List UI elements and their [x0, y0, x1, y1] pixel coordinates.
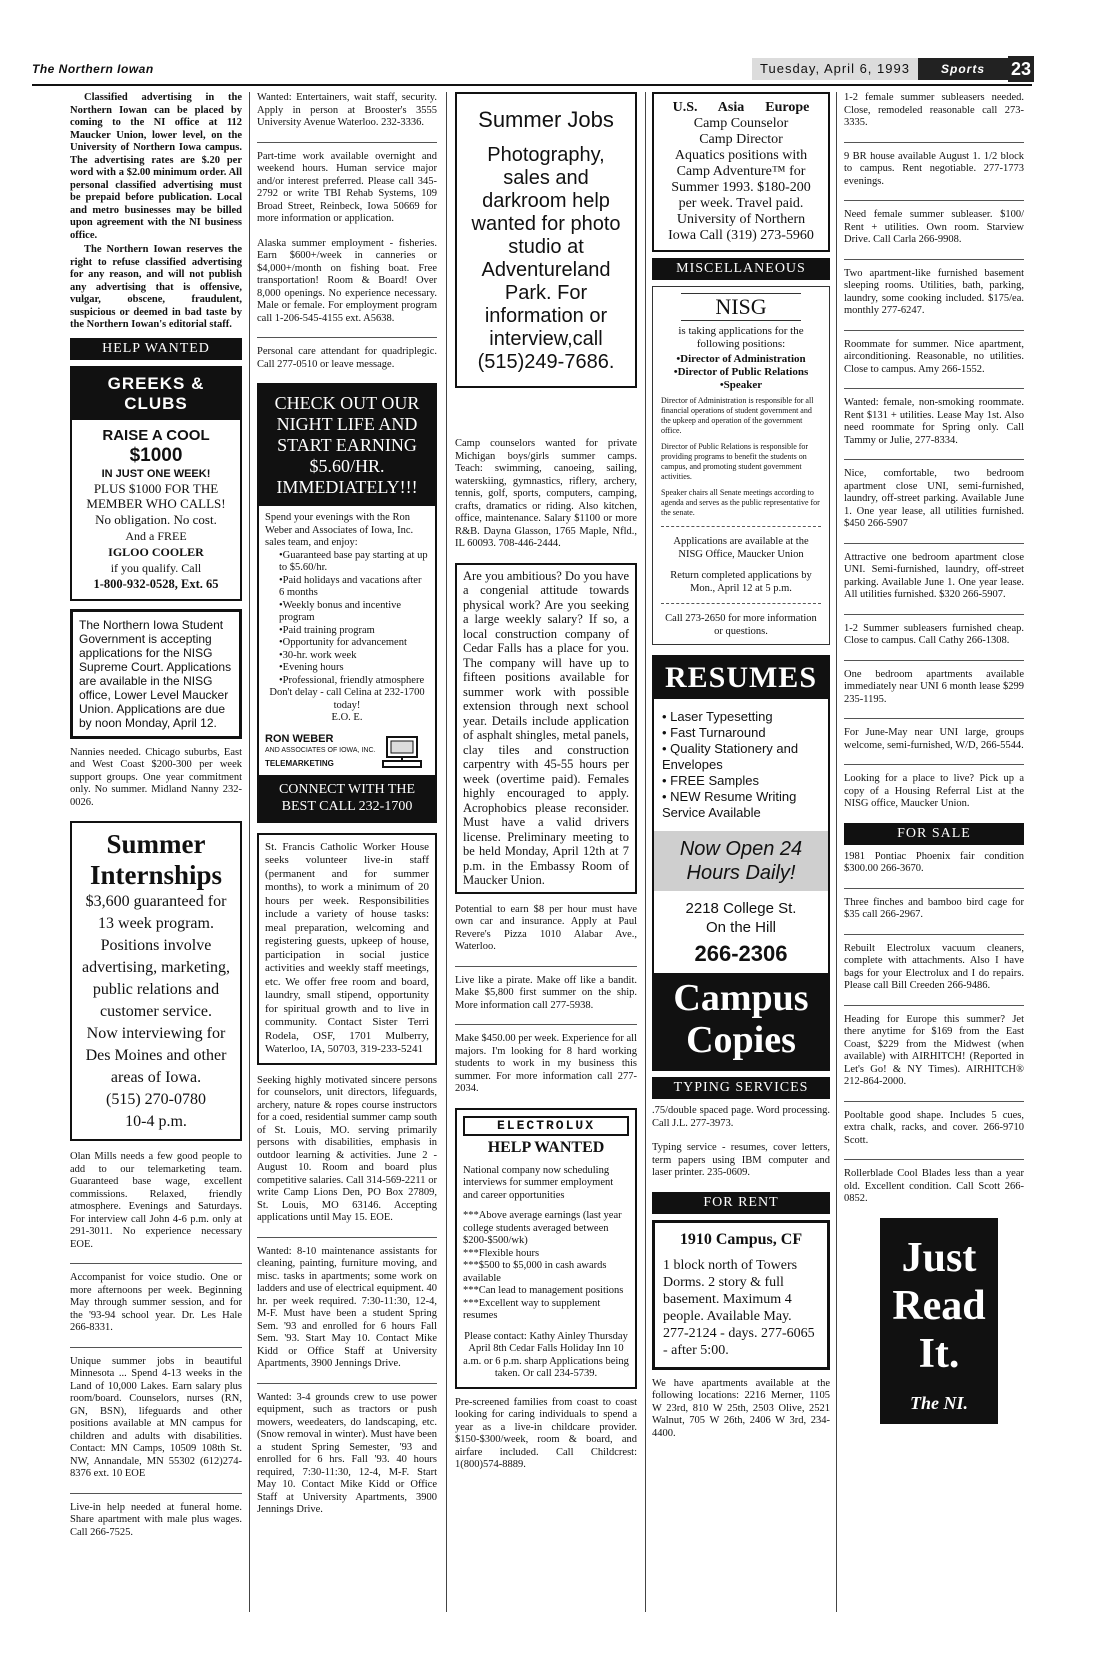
list-item: ***Above average earnings (last year college students averaged between $200-$500/wk)	[463, 1210, 622, 1246]
greeks-amount: $1000	[129, 444, 183, 466]
greeks-and-free: And a FREE	[125, 528, 187, 543]
list-item: ***Excellent way to supplement resumes	[463, 1297, 601, 1321]
greeks-no-obligation: No obligation. No cost.	[95, 511, 217, 527]
greeks-phone: 1-800-932-0528, Ext. 65	[93, 576, 219, 591]
nisg-court-ad: The Northern Iowa Student Government is accepting applications for the NISG Supreme Court. Applications are available in the NISG office, Lower Level Maucker Union. Applications are due by noon Monday, April 12.	[70, 609, 242, 739]
counselors-ad: Seeking highly motivated sincere persons for counselors, unit directors, lifeguards, archery, nature & ropes course instructors for a coed, residential summer camp south of St. Louis, MO. serving primarily persons with disabilities, emphasis in outdoor learning & activities. June 2 - August 10. Room and board plus competitive salaries. Call 314-569-2211 or write Camp Lions Den, PO Box 27809, St. Louis, MO 63146. Accepting applications until May 15. EOE.	[257, 1074, 437, 1223]
olan-mills-ad: Olan Mills needs a few good people to add to our telemarketing team. Guaranteed base wage, excellent commissions. Relaxed, friendly atmosphere. Evenings and Saturdays. For interview call John 4-6 p.m. only at 291-3011. No experience necessary EOE.	[70, 1151, 242, 1250]
rental-ad: For June-May near UNI large, groups welcome, semi-furnished, W/D, 266-5544.	[844, 727, 1024, 751]
rental-ad: 1-2 female summer subleasers needed. Close, remodeled reasonable call 273-3335.	[844, 92, 1024, 128]
just-read-line-2: Read	[892, 1282, 986, 1329]
maintenance-ad: Wanted: 8-10 maintenance assistants for cleaning, painting, furniture moving, and misc. tasks in apartments; some work on ladders and use of electrical equipment. 40 hr. per week required. 7:30-11:30, 12-4, M-F. Must have been a student Spring Sem. '93 and enrolled for 6 hours Fall Sem. '93. Start May 10. Contact Mike Kidd or Office Staff at University Apartments, 3900 Jennings Drive.	[257, 1245, 437, 1369]
resumes-head: RESUMES	[654, 657, 828, 699]
list-item: •Director of Public Relations	[673, 366, 809, 378]
rental-ad: 1-2 Summer subleasers furnished cheap. Close to campus. Call Cathy 266-1308.	[844, 622, 1024, 646]
nisg-taking: is taking applications for the following positions:	[678, 325, 804, 350]
weber-delay: Don't delay - call Celina at 232-1700 today!	[269, 687, 425, 711]
typing-services-bar: TYPING SERVICES	[652, 1077, 830, 1099]
electrolux-contact: Please contact: Kathy Ainley Thursday April 8th Cedar Falls Holiday Inn 10 a.m. or 6 p.m. sharp Applications being taken. Or call 234-5739.	[463, 1330, 629, 1379]
list-item: •Weekly bonus and incentive program	[279, 599, 402, 623]
list-item: • Quality Stationery and Envelopes	[662, 741, 799, 772]
campus-copies-logo: Campus Copies	[654, 973, 828, 1069]
greeks-igloo: IGLOO COOLER	[108, 544, 204, 559]
electrolux-head: HELP WANTED	[487, 1139, 605, 1156]
camp-adventure-counselor: Camp Counselor	[693, 116, 789, 131]
pirate-ad: Live like a pirate. Make off like a bandit. Make $5,800 first summer on the ship. More information call 277-5938.	[455, 974, 637, 1011]
address-line-2: On the Hill	[705, 919, 777, 936]
rental-ad: Nice, comfortable, two bedroom apartment close UNI, semi-furnished, laundry, off-street parking. Available June 1. One year lease, all utilities furnished. $450 266-5907	[844, 468, 1024, 529]
entertainers-ad: Wanted: Entertainers, wait staff, security. Apply in person at Brooster's 3555 University Avenue Waterloo. 232-3336.	[257, 92, 437, 128]
rental-ad: Wanted: female, non-smoking roommate. Rent $131 + utilities. Lease May 1st. Also need roommate for Spring only. Call Tammy or Julie, 277-8334.	[844, 397, 1024, 446]
campus-phone: 266-2306	[694, 941, 788, 966]
summer-jobs-ad	[455, 92, 637, 388]
electrolux-logo: ELECTROLUX	[463, 1116, 629, 1137]
camp-adventure-ad	[652, 92, 830, 252]
camp-adventure-director: Camp Director	[699, 132, 783, 147]
weber-logo-name: RON WEBER	[265, 732, 334, 745]
rental-ad: One bedroom apartments available immediately near UNI 6 month lease $299 235-1195.	[844, 668, 1024, 705]
classified-info	[70, 92, 242, 332]
rental-ad: 9 BR house available August 1. 1/2 block to campus. Rent negotiable. 277-1773 evenings.	[844, 150, 1024, 187]
internships-positions: Positions involve advertising, marketing, public relations and customer service.	[82, 937, 230, 1020]
electrolux-ad	[455, 1108, 637, 1389]
column-4	[652, 92, 830, 1452]
computer-icon	[379, 735, 427, 771]
just-read-line-1: Just	[901, 1234, 977, 1281]
list-item: •Paid holidays and vacations after 6 months	[279, 574, 422, 598]
campus-cf-title: 1910 Campus, CF	[679, 1230, 803, 1248]
just-read-line-3: It.	[918, 1330, 960, 1377]
list-item: •Professional, friendly atmosphere	[279, 674, 425, 686]
list-item: ***Flexible hours	[463, 1247, 540, 1259]
greeks-plus: PLUS $1000 FOR THE MEMBER WHO CALLS!	[86, 480, 226, 511]
column-5	[844, 92, 1024, 1424]
for-rent-bar: FOR RENT	[652, 1192, 830, 1214]
column-rule	[446, 92, 447, 1612]
campus-address	[654, 891, 828, 937]
ron-weber-ad	[257, 383, 437, 823]
pizza-ad: Potential to earn $8 per hour must have own car and insurance. Apply at Paul Revere's Pizza 1010 Alabar Ave., Waterloo.	[455, 903, 637, 952]
internships-interviewing: Now interviewing for Des Moines and other areas of Iowa.	[85, 1025, 227, 1086]
list-item: •Speaker	[719, 379, 763, 391]
sale-ad: Rebuilt Electrolux vacuum cleaners, complete with attachments. Also I have bags for your Electrolux and I do repairs. Please call Bill Creeden 266-9486.	[844, 942, 1024, 991]
nisg-pr-desc: Director of Public Relations is responsible for providing programs to benefit the students on campus, and promoting student government activities.	[661, 442, 809, 481]
weber-logo-sub: AND ASSOCIATES OF IOWA, INC.	[265, 747, 376, 754]
nannies-ad: Nannies needed. Chicago suburbs, East and West Coast $200-300 per week support groups. One year commitment only. No summer. Midland Nanny 232-0026.	[70, 746, 242, 808]
summer-jobs-title: Summer Jobs	[478, 107, 614, 132]
list-item: • Fast Turnaround	[662, 725, 766, 740]
issue-date: Tuesday, April 6, 1993	[752, 58, 918, 80]
alaska-ad: Alaska summer employment - fisheries. Earn $600+/week in canneries or $4,000+/month on fishing boat. Free transportation! Room & Board! Over 8,000 openings. No experience necessary. Male or female. For employment program call 1-206-545-4155 ext. A5638.	[257, 237, 437, 324]
greeks-qualify: if you qualify. Call	[110, 560, 202, 575]
nisg-speaker-desc: Speaker chairs all Senate meetings according to agenda and serves as the public representative for the senate.	[661, 488, 820, 517]
nightlife-headline: CHECK OUT OUR NIGHT LIFE AND START EARNING $5.60/HR. IMMEDIATELY!!!	[259, 385, 435, 506]
rental-ad: Two apartment-like furnished basement sleeping rooms. Utilities, bath, parking, laundry, some cooking included. $175/ea. monthly 277-6247.	[844, 267, 1024, 316]
greeks-week: IN JUST ONE WEEK!	[101, 467, 211, 480]
construction-ad: Are you ambitious? Do you have a congenial attitude towards physical work? Are you seeking a large weekly salary? If so, a local construction company of Cedar Falls has a place for you. The company will have up to fifteen positions available for summer work with possible extension through next school year. Details include application of asphalt shingles, metal panels, clay tiles and construction carpentry with 45-55 hours per week (overtime paid). Females highly encouraged to apply. Acrophobics please reconsider. Must have a valid drivers license. Preliminary meeting to be held Monday, April 12th at 7 p.m. in the Embassy Room of Maucker Union.	[455, 563, 637, 894]
list-item: • FREE Samples	[662, 773, 760, 788]
classified-rates: Classified advertising in the Northern Iowan can be placed by coming to the NI office at 112 Maucker Union, lower level, on the University of Northern Iowa campus. The advertising rates are $.20 per word with a $2.00 minimum order. All personal classified advertising must be prepaid before publication. Local and metro businesses may be billed upon agreement with the NI business office.	[70, 92, 242, 241]
accompanist-ad: Accompanist for voice studio. One or more afternoons per week. Beginning May through summer session, and for the '93-94 school year. Dr. Les Hale 266-8331.	[70, 1272, 242, 1333]
personal-care-ad: Personal care attendant for quadriplegic. Call 277-0510 or leave message.	[257, 346, 437, 370]
make-450-ad: Make $450.00 per week. Experience for all majors. I'm looking for 8 hard working students to work in my business this summer. For more information call 277-2034.	[455, 1033, 637, 1094]
grounds-crew-ad: Wanted: 3-4 grounds crew to use power equipment, such as tractors or push mowers, weedeaters, do landscaping, etc. (Snow removal in winter). Must have been a student Spring Semester, '93 and enrolled for 6 hrs. Fall '93. 40 hours required, 7:30-11:30, 12-4, M-F. Start May 10. Contact Mike Kidd or Office Staff at University Apartments, 3900 Jennings Drive.	[257, 1391, 437, 1515]
list-item: •Paid training program	[279, 624, 375, 636]
column-rule	[836, 92, 837, 1612]
live-in-ad: Live-in help needed at funeral home. Share apartment with male plus wages. Call 266-7525.	[70, 1501, 242, 1538]
childcare-ad: Pre-screened families from coast to coast looking for caring individuals to spend a year as a live-in childcare provider. $150-$300/week, room & board, and airfare included. Call Childcrest: 1(800)574-8889.	[455, 1396, 637, 1470]
column-rule	[249, 92, 250, 1612]
weber-logo-tele: TELEMARKETING	[265, 758, 334, 768]
weber-eoe: E.O. E.	[331, 712, 363, 723]
list-item: •Opportunity for advancement	[279, 637, 407, 648]
rental-ad: Attractive one bedroom apartment close UNI. Semi-furnished, laundry, off-street parking. Available June 1. One year lease. All utilities furnished. $320 266-5907.	[844, 551, 1024, 600]
catholic-worker-ad: St. Francis Catholic Worker House seeks volunteer live-in staff (permanent and for summer months), to work a minimum of 20 hours per week. Responsibilities include a variety of house tasks: meal preparation, welcoming and registering guests, upkeep of house, participation in social justice activities and weekly staff meetings, etc. We offer free room and board, laundry, small stipend, opportunity for spiritual growth and to live in community. Contact Sister Terri Rodela, OSF, 1701 Mulberry, Waterloo, IA, 50703, 319-233-5241	[257, 833, 437, 1065]
sale-ad: Rollerblade Cool Blades less than a year old. Excellent condition. Call Scott 266-0852.	[844, 1168, 1024, 1204]
list-item: • Laser Typesetting	[662, 709, 773, 724]
page-number: 23	[1008, 56, 1034, 82]
column-2	[257, 92, 437, 1529]
internships-phone: (515) 270-0780	[106, 1091, 206, 1108]
nisg-return: Return completed applications by Mon., April 12 at 5 p.m.	[670, 570, 812, 594]
header-rule	[32, 84, 1032, 86]
greeks-head: GREEKS & CLUBS	[72, 368, 240, 420]
nisg-call: Call 273-2650 for more information or questions.	[665, 613, 817, 637]
page-header	[32, 56, 1032, 84]
miscellaneous-bar: MISCELLANEOUS	[652, 258, 830, 280]
just-read-it-ad	[880, 1218, 998, 1424]
typing-ad-1: .75/double spaced page. Word processing. Call J.L. 277-3973.	[652, 1105, 830, 1129]
for-sale-bar: FOR SALE	[844, 823, 1024, 845]
weber-connect: CONNECT WITH THE BEST CALL 232-1700	[259, 775, 435, 821]
column-rule	[645, 92, 646, 1612]
internships-title: Summer Internships	[89, 829, 223, 890]
nisg-available: Applications are available at the NISG Office, Maucker Union	[673, 536, 809, 560]
section-label: Sports	[918, 58, 1008, 80]
campus-copies-ad	[652, 655, 830, 1071]
list-item: •Evening hours	[279, 662, 344, 673]
column-1	[70, 92, 242, 1551]
nisg-admin-desc: Director of Administration is responsible for all financial operations of student government and the upkeep and operation of the government office.	[661, 396, 814, 435]
weber-benefits	[265, 550, 429, 688]
publication-name: The Northern Iowan	[32, 62, 154, 76]
list-item: ***Can lead to management positions	[463, 1285, 624, 1296]
nisg-positions-ad	[652, 286, 830, 645]
internships-guaranteed: $3,600 guaranteed for 13 week program.	[85, 893, 227, 932]
summer-jobs-body: Photography, sales and darkroom help wanted for photo studio at Adventureland Park. For information or interview,call (515)249-7686.	[471, 144, 621, 373]
list-item: ***$500 to $5,000 in cash awards available	[463, 1260, 607, 1284]
apartments-ad: We have apartments available at the following locations: 2216 Merner, 1105 W 23rd, 810 W 25th, 2503 Olive, 2521 Walnut, 705 W 26th, 2406 W 3rd, 234-4400.	[652, 1377, 830, 1439]
list-item: •Guaranteed base pay starting at up to $5.60/hr.	[279, 549, 428, 573]
greeks-clubs-ad	[70, 366, 242, 601]
classified-policy: The Northern Iowan reserves the right to refuse classified advertising for any reason, and will not publish any advertising that is offensive, vulgar, obscene, fraudulent, suspicious or deemed in bad taste by the Northern Iowan's editorial staff.	[70, 244, 242, 330]
typing-ad-2: Typing service - resumes, cover letters, term papers using IBM computer and laser printer. 235-0609.	[652, 1142, 830, 1178]
electrolux-intro: National company now scheduling interviews for summer employment and career opportunities	[463, 1164, 614, 1201]
internships-ad	[70, 821, 242, 1141]
list-item: •30-hr. work week	[279, 649, 357, 661]
list-item: • NEW Resume Writing Service Available	[662, 789, 797, 820]
address-line-1: 2218 College St.	[685, 900, 797, 917]
camp-adventure-details: Aquatics positions with Camp Adventure™ for Summer 1993. $180-200 per week. Travel paid. University of Northern Iowa Call (319) 273-5960	[668, 148, 814, 243]
campus-cf-ad	[652, 1220, 830, 1370]
part-time-ad: Part-time work available overnight and weekend hours. Human service major and/or interest preferred. Please call 345-2792 or write TBI Rehab Systems, 109 Broad Street, Reinbeck, Iowa 50669 for more information or application.	[257, 150, 437, 224]
rental-ad: Roommate for summer. Nice apartment, airconditioning. Reasonable, no utilities. Close to campus. Amy 266-1552.	[844, 338, 1024, 375]
sale-ad: Pooltable good shape. Includes 5 cues, extra chalk, racks, and cover. 266-9710 Scott.	[844, 1109, 1024, 1146]
camp-adventure-regions: U.S. Asia Europe	[672, 100, 810, 115]
campus-cf-body: 1 block north of Towers Dorms. 2 story & full basement. Maximum 4 people. Available May. 277-2124 - days. 277-6065 - after 5:00.	[663, 1257, 815, 1358]
weber-intro: Spend your evenings with the Ron Weber and Associates of Iowa, Inc. sales team, and enjoy:	[265, 512, 414, 548]
rental-ad: Looking for a place to live? Pick up a copy of a Housing Referral List at the NISG office, Maucker Union.	[844, 773, 1024, 809]
minnesota-camps-ad: Unique summer jobs in beautiful Minnesota ... Spend 4-13 weeks in the Land of 10,000 Lakes. Earn salary plus room/board. Counselors, nurses (RN, GN, BSN), lifeguards and other positions available at MN campus for children and adults with disabilities. Contact: MN Camps, 10509 108th St. NW, Annandale, MN 55302 (612)274-8376 ext. 10 EOE	[70, 1355, 242, 1479]
help-wanted-bar: HELP WANTED	[70, 338, 242, 360]
rental-ad: Need female summer subleaser. $100/ Rent + utilities. Own room. Starview Drive. Call Carla 266-9908.	[844, 209, 1024, 245]
list-item: •Director of Administration	[676, 353, 806, 365]
column-3	[455, 92, 637, 1484]
nisg-title: NISG	[681, 293, 801, 321]
sale-ad: Three finches and bamboo bird cage for $35 call 266-2967.	[844, 896, 1024, 920]
internships-hours: 10-4 p.m.	[125, 1113, 187, 1130]
just-read-signature: The NI.	[910, 1392, 968, 1413]
camp-counselors-ad: Camp counselors wanted for private Michigan boys/girls summer camps. Teach: swimming, canoeing, sailing, waterskiing, gymnastics, riflery, archery, tennis, golf, sports, computers, camping, crafts, dramatics or riding. Also kitchen, office, maintenance. Salary $1100 or more R&B. Dayna Glasson, 1765 Maple, Nfld., IL 60093. 708-446-2444.	[455, 438, 637, 549]
now-open: Now Open 24 Hours Daily!	[654, 831, 828, 891]
greeks-raise: RAISE A COOL	[102, 426, 210, 444]
sale-ad: 1981 Pontiac Phoenix fair condition $300.00 266-3670.	[844, 850, 1024, 874]
sale-ad: Heading for Europe this summer? Jet there anytime for $169 from the East Coast, $229 from the Midwest (when available) with AIRHITCH! (Reported in Let's Go! & NY Times). AIRHITCH® 212-864-2000.	[844, 1013, 1024, 1087]
